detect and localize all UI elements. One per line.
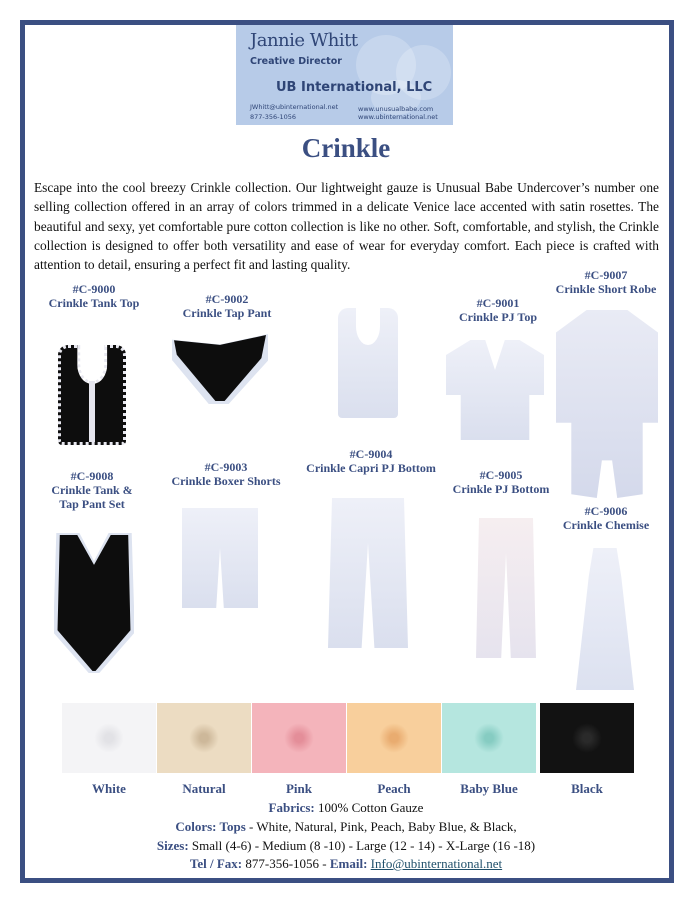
crinkle-white-tank-image	[338, 308, 398, 418]
product-name: Crinkle Chemise	[562, 518, 650, 532]
email-link[interactable]: Info@ubinternational.net	[370, 856, 503, 871]
swatch-natural	[157, 703, 251, 773]
contact-line	[0, 856, 692, 872]
swatch-white	[62, 703, 156, 773]
swatch-baby-blue	[442, 703, 536, 773]
fabric-swirl-icon	[94, 723, 124, 753]
product-code: #C-9004	[349, 447, 393, 461]
product-code: #C-9001	[476, 296, 520, 310]
card-company: UB International, LLC	[276, 80, 433, 95]
card-website-2: www.ubinternational.net	[358, 113, 438, 121]
sizes-value: Small (4-6) - Medium (8 -10) - Large (12 - 14) - X-Large (16 -18)	[188, 838, 536, 853]
product-code: #C-9006	[584, 504, 628, 518]
product-label	[40, 469, 144, 511]
swatch-label: Pink	[285, 781, 312, 796]
email-label: Email:	[329, 856, 368, 871]
product-code: #C-9003	[204, 460, 248, 474]
intro-paragraph: Escape into the cool breezy Crinkle collection. Our lightweight gauze is Unusual Babe Undercover’s number one selling collection offered in an array of colors trimmed in a delicate Venice lace accented with satin rosettes. The beautiful and sexy, yet comfortable pure cotton collection is like no other. Soft, comfortable, and stylish, the Crinkle collection is designed to offer both versatility and ease of wear for everyday comfort. Each piece is crafted with attention to detail, ensuring a perfect fit and lasting quality.	[34, 180, 659, 273]
product-label	[172, 292, 282, 320]
product-name: Crinkle Tap Pant	[182, 306, 272, 320]
fabrics-value: 100% Cotton Gauze	[314, 800, 424, 815]
card-email: JWhitt@ubinternational.net	[250, 103, 339, 111]
swatch-label: Peach	[377, 781, 411, 796]
fabric-swirl-icon	[284, 723, 314, 753]
product-label	[42, 282, 146, 310]
product-label	[300, 447, 442, 475]
card-website-1: www.unusualbabe.com	[358, 105, 434, 113]
product-name: Crinkle Capri PJ Bottom	[306, 461, 436, 475]
product-name: Crinkle PJ Bottom	[452, 482, 550, 496]
product-name: Crinkle Tank &	[51, 483, 133, 497]
product-name: Crinkle Short Robe	[555, 282, 657, 296]
crinkle-tank-top-image	[58, 345, 126, 445]
product-name: Crinkle PJ Top	[458, 310, 538, 324]
product-name: Crinkle Boxer Shorts	[171, 474, 281, 488]
fabrics-label: Fabrics:	[268, 800, 315, 815]
product-label	[446, 468, 556, 496]
business-card	[236, 25, 453, 125]
product-label	[166, 460, 286, 488]
fabric-swirl-icon	[474, 723, 504, 753]
product-name-line2: Tap Pant Set	[59, 497, 125, 511]
product-label	[556, 504, 656, 532]
swatch-label: Black	[571, 781, 603, 796]
swatch-label: Baby Blue	[460, 781, 518, 796]
sizes-line	[0, 838, 692, 854]
swatch-pink	[252, 703, 346, 773]
product-code: #C-9005	[479, 468, 523, 482]
card-name: Jannie Whitt	[250, 30, 358, 51]
colors-line	[0, 819, 692, 835]
card-role: Creative Director	[250, 56, 342, 67]
product-code: #C-9002	[205, 292, 249, 306]
colors-label: Colors: Tops	[175, 819, 246, 834]
swatch-label: White	[92, 781, 126, 796]
product-label	[550, 268, 662, 296]
product-name: Crinkle Tank Top	[48, 296, 140, 310]
product-code: #C-9000	[72, 282, 116, 296]
fabrics-line	[0, 800, 692, 816]
fabric-swirl-icon	[572, 723, 602, 753]
tel-value: 877-356-1056 -	[242, 856, 330, 871]
product-code: #C-9008	[70, 469, 114, 483]
swatch-label: Natural	[182, 781, 226, 796]
card-phone: 877-356-1056	[250, 113, 297, 121]
swatch-black	[540, 703, 634, 773]
tel-label: Tel / Fax:	[189, 856, 243, 871]
page-title: Crinkle	[301, 133, 391, 163]
product-code: #C-9007	[584, 268, 628, 282]
sizes-label: Sizes:	[156, 838, 189, 853]
product-label	[440, 296, 556, 324]
swatch-peach	[347, 703, 441, 773]
colors-value: - White, Natural, Pink, Peach, Baby Blue, & Black,	[245, 819, 517, 834]
fabric-swirl-icon	[379, 723, 409, 753]
fabric-swirl-icon	[189, 723, 219, 753]
